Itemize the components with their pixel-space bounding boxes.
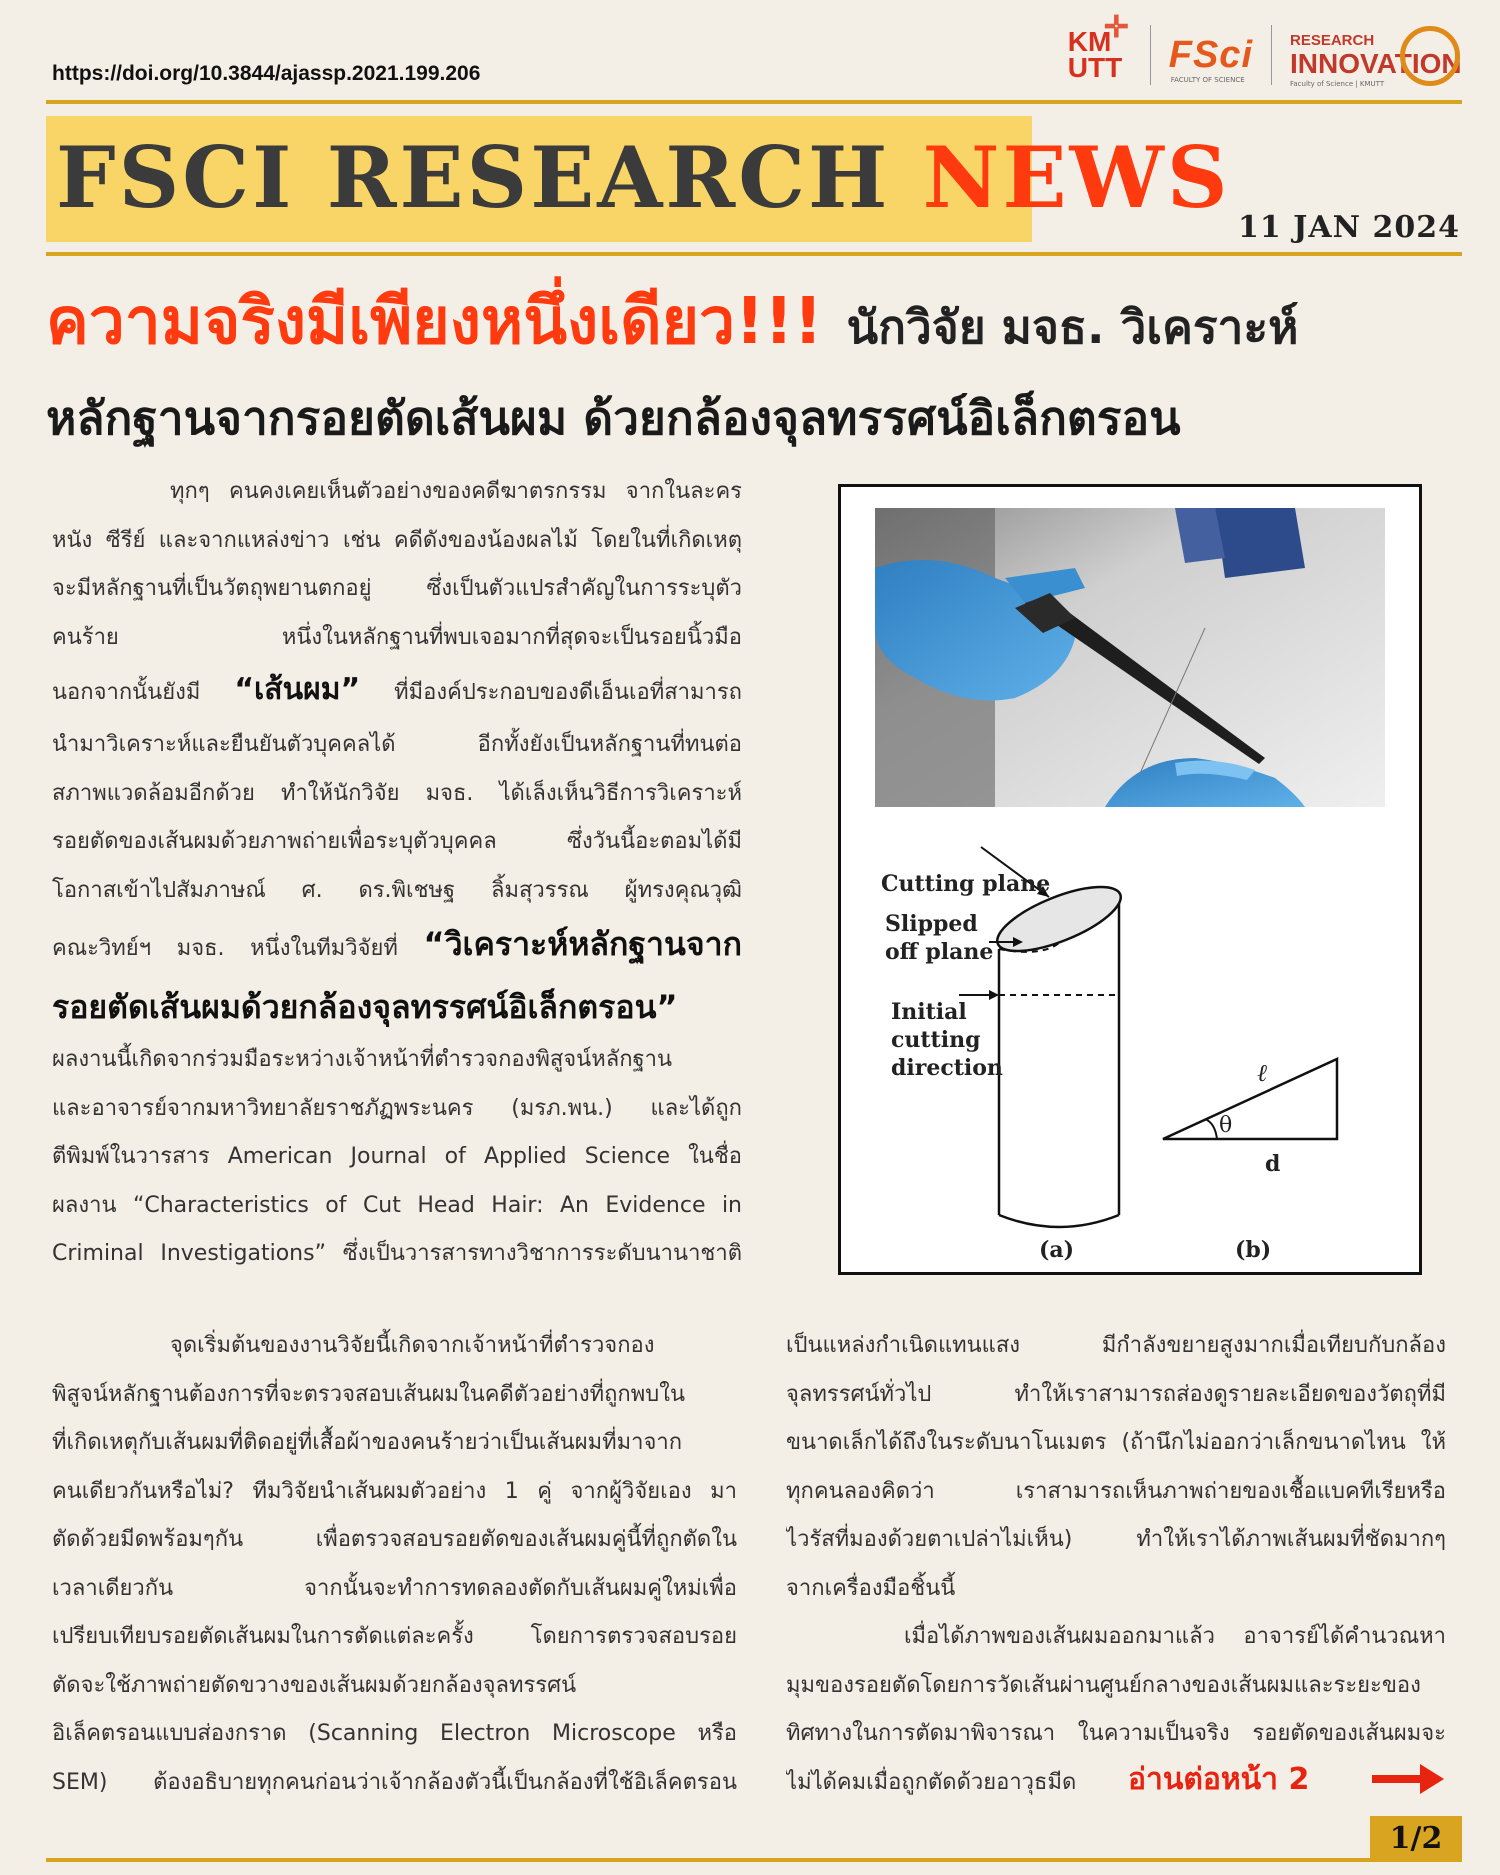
label-a: (a) — [1039, 1237, 1075, 1263]
text-line: ไวรัสที่มองด้วยตาเปล่าไม่เห็น) ทำให้เราได้ภาพเส้นผมที่ชัดมากๆ — [786, 1527, 1446, 1552]
logo-divider — [1271, 25, 1272, 85]
text-line: มุมของรอยตัดโดยการวัดเส้นผ่านศูนย์กลางของเส้นผมและระยะของ — [786, 1672, 1421, 1698]
text-line: จากเครื่องมือชิ้นนี้ — [786, 1575, 956, 1601]
text-line: ทุกๆ คนคงเคยเห็นตัวอย่างของคดีฆาตรกรรม จากในละคร — [170, 479, 742, 504]
top-rule — [46, 100, 1462, 104]
text-line: จุดเริ่มต้นของงานวิจัยนี้เกิดจากเจ้าหน้าที่ตำรวจกอง — [170, 1333, 655, 1358]
text-line: ไม่ได้คมเมื่อถูกตัดด้วยอาวุธมีด — [786, 1769, 1077, 1795]
text-line: จะมีหลักฐานที่เป็นวัตถุพยานตกอยู่ ซึ่งเป็นตัวแปรสำคัญในการระบุตัว — [52, 576, 742, 601]
label-d: d — [1265, 1151, 1281, 1177]
page-number-badge: 1/2 — [1370, 1816, 1462, 1862]
logo-strip — [1068, 12, 1460, 98]
bottom-rule — [46, 1858, 1462, 1862]
issue-date: 11 JAN 2024 — [1237, 210, 1460, 245]
text-line: เป็นแหล่งกำเนิดแทนแสง มีกำลังขยายสูงมากเมื่อเทียบกับกล้อง — [786, 1333, 1446, 1358]
text-line: ทุกคนลองคิดว่า เราสามารถเห็นภาพถ่ายของเชื้อแบคทีเรียหรือ — [786, 1478, 1446, 1504]
label-cutting: cutting — [891, 1027, 981, 1053]
text-line: เมื่อได้ภาพของเส้นผมออกมาแล้ว อาจารย์ได้คำนวณหา — [904, 1624, 1446, 1649]
figure-box — [838, 484, 1422, 1275]
text-line: อิเล็คตรอนแบบส่องกราด (Scanning Electron Microscope หรือ — [52, 1721, 737, 1746]
label-cutting-plane: Cutting plane — [881, 871, 1051, 897]
text-line: ผลงานนี้เกิดจากร่วมมือระหว่างเจ้าหน้าที่ตำรวจกองพิสูจน์หลักฐาน — [52, 1047, 673, 1072]
text-line: Criminal Investigations” ซึ่งเป็นวารสารทางวิชาการระดับนานาชาติ — [52, 1241, 742, 1266]
text-line-emphasis: รอยตัดเส้นผมด้วยกล้องจุลทรรศน์อิเล็กตรอน” — [52, 988, 678, 1026]
logo-divider — [1150, 25, 1151, 85]
text-line: สภาพแวดล้อมอีกด้วย ทำให้นักวิจัย มจธ. ได้เล็งเห็นวิธีการวิเคราะห์ — [52, 780, 742, 806]
text-line: นำมาวิเคราะห์และยืนยันตัวบุคคลได้ อีกทั้งยังเป็นหลักฐานที่ทนต่อ — [52, 732, 742, 757]
text-line: ที่เกิดเหตุกับเส้นผมที่ติดอยู่ที่เสื้อผ้าของคนร้ายว่าเป็นเส้นผมที่มาจาก — [52, 1430, 683, 1455]
plus-icon: ✛ — [1103, 11, 1129, 44]
text-line: รอยตัดของเส้นผมด้วยภาพถ่ายเพื่อระบุตัวบุคคล ซึ่งวันนี้อะตอมได้มี — [52, 829, 742, 854]
fsci-logo: FSci FACULTY OF SCIENCE — [1168, 33, 1253, 84]
label-ell: ℓ — [1257, 1059, 1267, 1087]
banner-rule — [46, 252, 1462, 256]
text-line: พิสูจน์หลักฐานต้องการที่จะตรวจสอบเส้นผมในคดีตัวอย่างที่ถูกพบใน — [52, 1381, 685, 1407]
text-line: ผลงาน “Characteristics of Cut Head Hair: An Evidence in — [52, 1192, 742, 1218]
research-innovation-logo: RESEARCH INNOVATION Faculty of Science | KMUTT — [1290, 20, 1460, 90]
label-initial: Initial — [891, 999, 967, 1025]
text-line: SEM) ต้องอธิบายทุกคนก่อนว่าเจ้ากล้องตัวนี้เป็นกล้องที่ใช้อิเล็คตรอน — [52, 1769, 737, 1795]
kmutt-logo: ✛ KMUTT — [1067, 11, 1129, 83]
text-line: ตีพิมพ์ในวารสาร American Journal of Applied Science ในชื่อ — [52, 1144, 742, 1169]
label-b: (b) — [1235, 1237, 1272, 1263]
hair-cut-diagram — [841, 487, 1419, 1272]
label-theta: θ — [1219, 1113, 1233, 1138]
text-line: คนเดียวกันหรือไม่? ทีมวิจัยนำเส้นผมตัวอย่าง 1 คู่ จากผู้วิจัยเอง มา — [52, 1478, 737, 1504]
arrow-right-icon[interactable] — [1372, 1764, 1444, 1794]
headline-subtitle: หลักฐานจากรอยตัดเส้นผม ด้วยกล้องจุลทรรศน์อิเล็กตรอน — [46, 391, 1181, 445]
masthead-title: FSCI RESEARCH NEWS — [56, 128, 1231, 227]
body-left-column — [52, 1322, 737, 1807]
text-line: และอาจารย์จากมหาวิทยาลัยราชภัฏพระนคร (มรภ.พน.) และได้ถูก — [52, 1095, 742, 1121]
label-slipped: Slipped — [885, 911, 978, 937]
text-line: ตัดด้วยมีดพร้อมๆกัน เพื่อตรวจสอบรอยตัดของเส้นผมคู่นี้ที่ถูกตัดใน — [52, 1527, 737, 1552]
text-line: คณะวิทย์ฯ มจธ. หนึ่งในทีมวิจัยที่ “วิเคราะห์หลักฐานจาก — [52, 925, 742, 963]
text-line: ขนาดเล็กได้ถึงในระดับนาโนเมตร (ถ้านึกไม่ออกว่าเล็กขนาดไหน ให้ — [786, 1430, 1446, 1455]
text-line: ทิศทางในการตัดมาพิจารณา ในความเป็นจริง รอยตัดของเส้นผมจะ — [786, 1721, 1446, 1746]
text-line: โอกาสเข้าไปสัมภาษณ์ ศ. ดร.พิเชษฐ ลิ้มสุวรรณ ผู้ทรงคุณวุฒิ — [52, 877, 742, 903]
body-right-column — [786, 1322, 1446, 1807]
text-line: เปรียบเทียบรอยตัดเส้นผมในการตัดแต่ละครั้ง โดยการตรวจสอบรอย — [52, 1624, 737, 1649]
text-line: นอกจากนั้นยังมี “เส้นผม” ที่มีองค์ประกอบของดีเอ็นเอที่สามารถ — [52, 672, 742, 707]
text-line: จุลทรรศน์ทั่วไป ทำให้เราสามารถส่องดูรายละเอียดของวัตถุที่มี — [786, 1381, 1446, 1407]
headline: ความจริงมีเพียงหนึ่งเดียว!!! นักวิจัย มจธ. วิเคราะห์ — [46, 285, 1299, 359]
text-line: ตัดจะใช้ภาพถ่ายตัดขวางของเส้นผมด้วยกล้องจุลทรรศน์ — [52, 1672, 577, 1698]
read-more-link[interactable]: อ่านต่อหน้า 2 — [1128, 1762, 1310, 1797]
text-line: คนร้าย หนึ่งในหลักฐานที่พบเจอมากที่สุดจะเป็นรอยนิ้วมือ — [52, 624, 742, 650]
ring-icon — [1400, 26, 1460, 86]
doi-link[interactable]: https://doi.org/10.3844/ajassp.2021.199.206 — [52, 62, 481, 85]
text-line: เวลาเดียวกัน จากนั้นจะทำการทดลองตัดกับเส้นผมคู่ใหม่เพื่อ — [52, 1575, 737, 1601]
text-line: หนัง ซีรีย์ และจากแหล่งข่าว เช่น คดีดังของน้องผลไม้ โดยในที่เกิดเหตุ — [52, 527, 742, 553]
label-off-plane: off plane — [885, 939, 994, 965]
label-direction: direction — [891, 1055, 1003, 1081]
intro-column — [52, 468, 742, 1279]
